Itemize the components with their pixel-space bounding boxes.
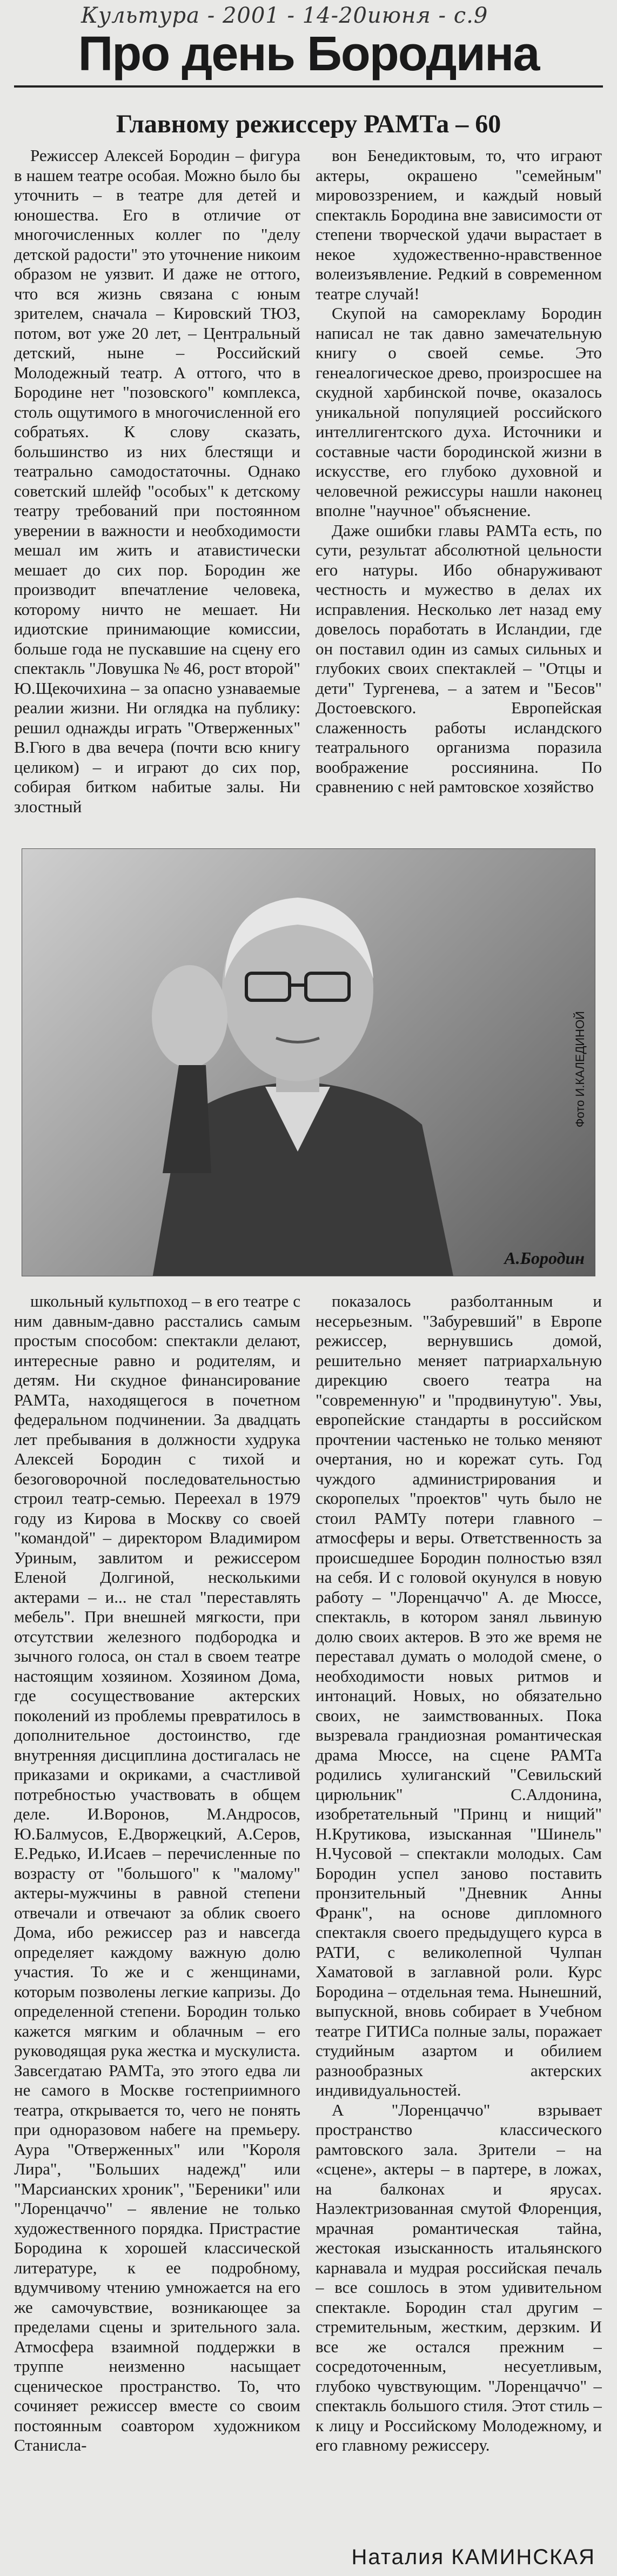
portrait-figure-illustration	[130, 871, 465, 1276]
article-column-top-right	[316, 146, 602, 838]
article-column-top-left	[14, 146, 300, 838]
article-subtitle: Главному режиссеру РАМТа – 60	[116, 110, 501, 138]
handwritten-source-note: Культура - 2001 - 14-20июня - с.9	[81, 3, 488, 28]
paragraph: вон Бенедиктовым, то, что играют актеры, окрашено "семейным" мировоззрением, и каждый новый спектакль Бородина вне зависимости от степени творческой удачи вырастает в некое художественно-нравственное волеизъявление. Редкий в современном театре случай!	[316, 146, 602, 303]
paragraph: А "Лоренцаччо" взрывает пространство классического рамтовского зала. Зрители – на «сцене», актеры – в партере, в ложах, на балконах и ярусах. Наэлектризованная смутой Флоренция, мрачная романтическая тайна, жестокая изысканность итальянского карнавала и мудрая российская печаль – все сошлось в этом удивительном спектакле. Бородин стал другим – стремительным, жестким, дерзким. И все же остался прежним – сосредоточенным, несуетливым, глубоко чувствующим. "Лоренцаччо" – спектакль большого стиля. Этот стиль – к лицу и Российскому Молодежному, и его главному режиссеру.	[316, 2100, 602, 2454]
paragraph: Скупой на саморекламу Бородин написал не так давно замечательную книгу о своей семье. Это генеалогическое древо, произросшее на скудной харбинской почве, оказалось уникальной популяцией российского интеллигентского духа. Источники и составные части бородинской жизни в искусстве, его глубоко духовной и человечной режиссуры нашли наконец вполне "научное" объяснение.	[316, 304, 602, 520]
photo-caption: А.Бородин	[504, 1248, 585, 1268]
paragraph: Даже ошибки главы РАМТа есть, по сути, результат абсолютной цельности его натуры. Ибо обнаруживают честность и мужество в делах их исправления. Несколько лет назад ему довелось поработать в Исландии, где он поставил один из самых сильных и глубоких своих спектаклей – "Отцы и дети" Тургенева, – а затем и "Бесов" Достоевского. Европейская слаженность работы исландского театрального организма поразила воображение россиянина. По сравнению с ней рамтовское хозяйство	[316, 520, 602, 796]
portrait-photo	[22, 848, 595, 1276]
photo-credit: Фото И.КАЛЕДИНОЙ	[573, 1011, 587, 1128]
author-byline: Наталия КАМИНСКАЯ	[351, 2545, 595, 2569]
article-headline: Про день Бородина	[14, 27, 603, 88]
article-column-bottom-left	[14, 1292, 300, 2534]
article-column-bottom-right	[316, 1292, 602, 2534]
paragraph: Режиссер Алексей Бородин – фигура в нашем театре особая. Можно было бы уточнить – в театре для детей и юношества. Его в отличие от многочисленных коллег по "делу детской радости" это уточнение никоим образом не уязвит. И даже не оттого, что вся жизнь связана с юным зрителем, сначала – Кировский ТЮЗ, потом, вот уже 20 лет, – Центральный детский, ныне – Российский Молодежный театр. А оттого, что в Бородине нет "позовского" комплекса, столь ощутимого в многочисленной его собратьях. К слову сказать, большинство из них блестящи и театрально самодостаточны. Однако советский шлейф "особых" к детскому театру требований при постоянном уверении в важности и необходимости мешал им жить и атавистически мешает до сих пор. Бородин же производит впечатление человека, которому ничто не мешает. Ни идиотские принимающие комиссии, больше года не пускавшие на сцену его спектакль "Ловушка № 46, рост второй" Ю.Щекочихина – за опасно узнаваемые реалии жизни. Ни оглядка на публику: решил однажды играть "Отверженных" В.Гюго в два вечера (почти всю книгу целиком) – и играют до сих пор, собирая битком набитые залы. Ни злостный	[14, 146, 300, 816]
paragraph: показалось разболтанным и несерьезным. "Забуревший" в Европе режиссер, вернувшись домой, решительно меняет патриархальную дирекцию своего театра на "современную" и "продвинутую". Увы, европейские стандарты в российском прочтении частенько не только меняют очертания, но и корежат суть. Год чуждого администрирования и скоропелых "проектов" чуть было не стоил РАМТу потери главного – атмосферы и веры. Ответственность за происшедшее Бородин полностью взял на себя. И с головой окунулся в новую работу – "Лоренцаччо" А. де Мюссе, спектакль, в котором занял львиную долю своих актеров. В это же время не переставал думать о молодой смене, о необходимости новых ритмов и интонаций. Новых, но обязательно своих, не заимствованных. Пока вызревала грандиозная романтическая драма Мюссе, на сцене РАМТа родились хулиганский "Севильский цирюльник" С.Алдонина, изобретательный "Принц и нищий" Н.Крутикова, изысканная "Шинель" Н.Чусовой – спектакли молодых. Сам Бородин успел заново поставить пронзительный "Дневник Анны Франк", на основе дипломного спектакля своего предыдущего курса в РАТИ, с великолепной Чулпан Хаматовой в заглавной роли. Курс Бородина – отдельная тема. Нынешний, выпускной, вновь собирает в Учебном театре ГИТИСа полные залы, поражает студийным азартом и обилием разнообразных актерских индивидуальностей.	[316, 1292, 602, 2099]
paragraph: школьный культпоход – в его театре с ним давным-давно расстались самым простым способом: спектакли делают, интересные равно и родителям, и детям. Ни скудное финансирование РАМТа, находящегося в почетном федеральном подчинении. За двадцать лет пребывания в должности худрука Алексей Бородин с тихой и безоговорочной последовательностью строил театр-семью. Переехал в 1979 году из Кирова в Москву со своей "командой" – директором Владимиром Уриным, завлитом и режиссером Еленой Долгиной, несколькими актерами – и... не стал "переставлять мебель". При внешней мягкости, при отсутствии железного подбородка и зычного голоса, он стал в своем театре настоящим хозяином. Хозяином Дома, где сосуществование актерских поколений из проблемы превратилось в дополнительное достоинство, где внутренняя дисциплина достигалась не приказами и окриками, а счастливой потребностью участвовать в общем деле. И.Воронов, М.Андросов, Ю.Балмусов, Е.Дворжецкий, А.Серов, Е.Редько, И.Исаев – перечисленные по возрасту от "большого" к "малому" актеры-мужчины в равной степени отвечали и отвечают за облик своего Дома, ибо режиссер раз и навсегда определяет каждому важную долю участия. То же и с женщинами, которым позволены легкие капризы. До определенной степени. Бородин только кажется мягким и облачным – его руководящая рука жестка и мускулиста. Завсегдатаю РАМТа, это этого едва ли не самого в Москве гостеприимного театра, открывается то, чего не понять при одноразовом набеге на премьеру. Аура "Отверженных" или "Короля Лира", "Больших надежд" или "Марсианских хроник", "Береники" или "Лоренцаччо" – явление не только художественного порядка. Пристрастие Бородина к хорошей классической литературе, к ее подробному, вдумчивому чтению умножается на его же самочувствие, возникающее за пределами сцены и зрительного зала. Атмосфера взаимной поддержки в труппе неизменно насыщает сценическое пространство. То, что сочиняет режиссер вместе со своим постоянным соавтором художником Станисла-	[14, 1292, 300, 2454]
